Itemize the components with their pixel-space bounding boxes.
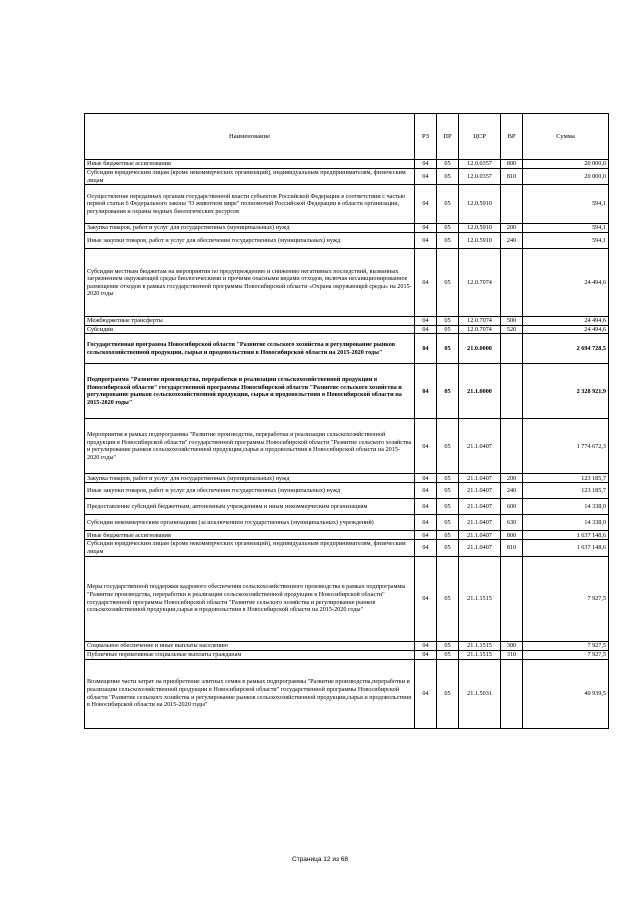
cell-name: Предоставление субсидий бюджетным, автономным учреждениям и иным некоммерческим организациям: [85, 499, 415, 515]
cell-name: Возмещение части затрат на приобретение элитных семян в рамках подпрограммы "Развитие производства,переработки и реализации сельскохозяйственной продукции в Новосибирской области" государственной программы Новосибирской области "Развитие сельского хозяйства и регулирование рынков сельскохозяйственной продукции,сырья и продовольствия в Новосибирской области на 2015-2020 годы": [85, 659, 415, 728]
cell-rz: 04: [415, 499, 437, 515]
table-row: [85, 641, 609, 650]
cell-csr: 12.0.0357: [459, 169, 501, 185]
cell-name: Иные закупки товаров, работ и услуг для обеспечения государственных (муниципальных) нужд: [85, 483, 415, 499]
cell-rz: 04: [415, 556, 437, 641]
table-row: [85, 185, 609, 224]
cell-name: Субсидии юридическим лицам (кроме некоммерческих организаций), индивидуальным предпринимателям, физическим лицам: [85, 540, 415, 556]
cell-pr: 05: [437, 499, 459, 515]
cell-pr: 05: [437, 474, 459, 483]
cell-name: Субсидии местным бюджетам на мероприятия по предупреждению и снижению негативных последствий, вызванных загрязнением окружающей среды биологическими и прочими опасными видами отходов, включая несанкционированное размещение отходов в рамках государственной программы Новосибирской области «Охрана окружающей среды» на 2015-2020 годы: [85, 249, 415, 317]
cell-csr: 21.1.0407: [459, 540, 501, 556]
cell-sum: 1 637 148,6: [523, 540, 609, 556]
cell-sum: 594,1: [523, 224, 609, 233]
page-number: Страница 12 из 68: [292, 856, 348, 863]
table-row: [85, 531, 609, 540]
cell-sum: 40 939,5: [523, 659, 609, 728]
cell-sum: 14 338,0: [523, 499, 609, 515]
cell-sum: 7 927,5: [523, 641, 609, 650]
cell-csr: 21.1.0407: [459, 474, 501, 483]
cell-rz: 04: [415, 531, 437, 540]
table-row: [85, 483, 609, 499]
cell-pr: 05: [437, 650, 459, 659]
cell-csr: 12.0.7074: [459, 249, 501, 317]
cell-vr: [501, 185, 523, 224]
cell-sum: 594,1: [523, 233, 609, 249]
cell-csr: 21.1.1515: [459, 650, 501, 659]
cell-vr: 200: [501, 474, 523, 483]
cell-pr: 05: [437, 556, 459, 641]
cell-pr: 05: [437, 531, 459, 540]
table-row: [85, 659, 609, 728]
cell-csr: 21.1.0407: [459, 499, 501, 515]
cell-pr: 05: [437, 659, 459, 728]
cell-name: Субсидии некоммерческим организациям (за исключением государственных (муниципальных) учреждений): [85, 515, 415, 531]
cell-rz: 04: [415, 233, 437, 249]
table-row: [85, 540, 609, 556]
table-row: [85, 224, 609, 233]
cell-pr: 05: [437, 515, 459, 531]
table-header-row: [85, 114, 609, 160]
cell-vr: [501, 334, 523, 364]
cell-rz: 04: [415, 474, 437, 483]
cell-rz: 04: [415, 169, 437, 185]
cell-sum: 24 494,6: [523, 317, 609, 326]
header-rz: РЗ: [415, 114, 437, 160]
cell-rz: 04: [415, 317, 437, 326]
cell-rz: 04: [415, 540, 437, 556]
cell-rz: 04: [415, 483, 437, 499]
budget-table: [84, 113, 609, 729]
cell-sum: 1 774 672,3: [523, 419, 609, 474]
cell-vr: [501, 419, 523, 474]
cell-name: Иные бюджетные ассигнования: [85, 531, 415, 540]
cell-pr: 05: [437, 483, 459, 499]
cell-csr: 12.0.5910: [459, 224, 501, 233]
cell-name: Осуществление переданных органам государственной власти субъектов Российской Федерации в соответствии с частью первой статьи 6 Федерального закона "О животном мире" полномочий Российской Федерации в области организации, регулирования и охраны водных биологических ресурсов: [85, 185, 415, 224]
cell-vr: [501, 556, 523, 641]
cell-vr: 300: [501, 641, 523, 650]
cell-vr: [501, 249, 523, 317]
cell-name: Государственная программа Новосибирской области "Развитие сельского хозяйства и регулирование рынков сельскохозяйственной продукции, сырья и продовольствия в Новосибирской области на 2015-2020 годы": [85, 334, 415, 364]
cell-vr: 240: [501, 233, 523, 249]
cell-rz: 04: [415, 224, 437, 233]
cell-vr: 800: [501, 160, 523, 169]
cell-rz: 04: [415, 249, 437, 317]
cell-csr: 12.0.0357: [459, 160, 501, 169]
cell-name: Межбюджетные трансферты: [85, 317, 415, 326]
cell-rz: 04: [415, 419, 437, 474]
cell-pr: 05: [437, 169, 459, 185]
cell-name: Закупка товаров, работ и услуг для государственных (муниципальных) нужд: [85, 474, 415, 483]
cell-pr: 05: [437, 641, 459, 650]
cell-sum: 20 000,0: [523, 169, 609, 185]
header-vr: ВР: [501, 114, 523, 160]
cell-name: Мероприятия в рамках подпрограммы "Развитие производства, переработки и реализации сельскохозяйственной продукции в Новосибирской области" государственной программы Новосибирской области "Развитие сельского хозяйства и регулирование рынков сельскохозяйственной продукции,сырья и продовольствия в Новосибирской области на 2015-2020 годы": [85, 419, 415, 474]
cell-vr: 810: [501, 540, 523, 556]
cell-csr: 21.1.0407: [459, 531, 501, 540]
cell-sum: 24 494,6: [523, 249, 609, 317]
cell-pr: 05: [437, 185, 459, 224]
cell-csr: 12.0.5910: [459, 185, 501, 224]
cell-vr: 520: [501, 325, 523, 334]
table-row: [85, 499, 609, 515]
cell-sum: 1 637 148,6: [523, 531, 609, 540]
cell-csr: 21.1.0407: [459, 419, 501, 474]
cell-name: Иные закупки товаров, работ и услуг для обеспечения государственных (муниципальных) нужд: [85, 233, 415, 249]
cell-vr: [501, 659, 523, 728]
cell-csr: 12.0.7074: [459, 317, 501, 326]
cell-sum: 594,1: [523, 185, 609, 224]
cell-vr: [501, 364, 523, 419]
header-sum: Сумма: [523, 114, 609, 160]
cell-sum: 123 185,7: [523, 474, 609, 483]
table-row: [85, 515, 609, 531]
cell-csr: 12.0.5910: [459, 233, 501, 249]
cell-vr: 600: [501, 499, 523, 515]
cell-pr: 05: [437, 364, 459, 419]
cell-csr: 21.1.1515: [459, 556, 501, 641]
table-row: [85, 169, 609, 185]
table-body: [85, 160, 609, 729]
cell-vr: 500: [501, 317, 523, 326]
cell-pr: 05: [437, 334, 459, 364]
cell-sum: 7 927,5: [523, 556, 609, 641]
cell-name: Субсидии юридическим лицам (кроме некоммерческих организаций), индивидуальным предпринимателям, физическим лицам: [85, 169, 415, 185]
cell-sum: 20 000,0: [523, 160, 609, 169]
cell-vr: 240: [501, 483, 523, 499]
header-pr: ПР: [437, 114, 459, 160]
cell-pr: 05: [437, 160, 459, 169]
cell-name: Социальное обеспечение и иные выплаты населению: [85, 641, 415, 650]
cell-pr: 05: [437, 233, 459, 249]
cell-rz: 04: [415, 641, 437, 650]
cell-rz: 04: [415, 515, 437, 531]
cell-name: Подпрограмма "Развитие производства, переработки и реализации сельскохозяйственной продукции в Новосибирской области" государственной программы Новосибирской области "Развитие сельского хозяйства и регулирование рынков сельскохозяйственной продукции, сырья и продовольствия в Новосибирской области на 2015-2020 годы": [85, 364, 415, 419]
cell-name: Публичные нормативные социальные выплаты гражданам: [85, 650, 415, 659]
cell-csr: 21.1.0407: [459, 515, 501, 531]
cell-pr: 05: [437, 317, 459, 326]
cell-sum: 24 494,6: [523, 325, 609, 334]
cell-vr: 630: [501, 515, 523, 531]
cell-pr: 05: [437, 419, 459, 474]
cell-rz: 04: [415, 334, 437, 364]
cell-name: Закупка товаров, работ и услуг для государственных (муниципальных) нужд: [85, 224, 415, 233]
table-row: [85, 650, 609, 659]
cell-vr: 310: [501, 650, 523, 659]
cell-rz: 04: [415, 160, 437, 169]
cell-rz: 04: [415, 364, 437, 419]
cell-sum: 14 338,0: [523, 515, 609, 531]
cell-vr: 810: [501, 169, 523, 185]
table-row: [85, 334, 609, 364]
cell-csr: 21.0.0000: [459, 334, 501, 364]
cell-csr: 21.1.1515: [459, 641, 501, 650]
cell-vr: 800: [501, 531, 523, 540]
cell-rz: 04: [415, 325, 437, 334]
table-row: [85, 325, 609, 334]
cell-rz: 04: [415, 659, 437, 728]
cell-rz: 04: [415, 650, 437, 659]
cell-sum: 7 927,5: [523, 650, 609, 659]
cell-pr: 05: [437, 224, 459, 233]
table-row: [85, 419, 609, 474]
header-csr: ЦСР: [459, 114, 501, 160]
cell-name: Иные бюджетные ассигнования: [85, 160, 415, 169]
cell-pr: 05: [437, 249, 459, 317]
cell-csr: 21.1.5031: [459, 659, 501, 728]
table-row: [85, 160, 609, 169]
cell-sum: 2 694 728,5: [523, 334, 609, 364]
cell-sum: 123 185,7: [523, 483, 609, 499]
cell-csr: 21.1.0000: [459, 364, 501, 419]
cell-name: Меры государственной поддержки кадрового обеспечения сельскохозяйственного производства в рамках подпрограммы "Развитие производства, переработки и реализации сельскохозяйственной продукции в Новосибирской области" государственной программы Новосибирской области "Развитие сельского хозяйства и регулирование рынков сельскохозяйственной продукции,сырья и продовольствия в Новосибирской области на 2015-2020 годы": [85, 556, 415, 641]
cell-name: Субсидии: [85, 325, 415, 334]
cell-pr: 05: [437, 325, 459, 334]
table-row: [85, 474, 609, 483]
cell-sum: 2 328 921,9: [523, 364, 609, 419]
cell-pr: 05: [437, 540, 459, 556]
cell-rz: 04: [415, 185, 437, 224]
header-name: Наименование: [85, 114, 415, 160]
cell-vr: 200: [501, 224, 523, 233]
cell-csr: 21.1.0407: [459, 483, 501, 499]
table-row: [85, 364, 609, 419]
table-row: [85, 317, 609, 326]
table-row: [85, 556, 609, 641]
cell-csr: 12.0.7074: [459, 325, 501, 334]
table-row: [85, 249, 609, 317]
table-row: [85, 233, 609, 249]
